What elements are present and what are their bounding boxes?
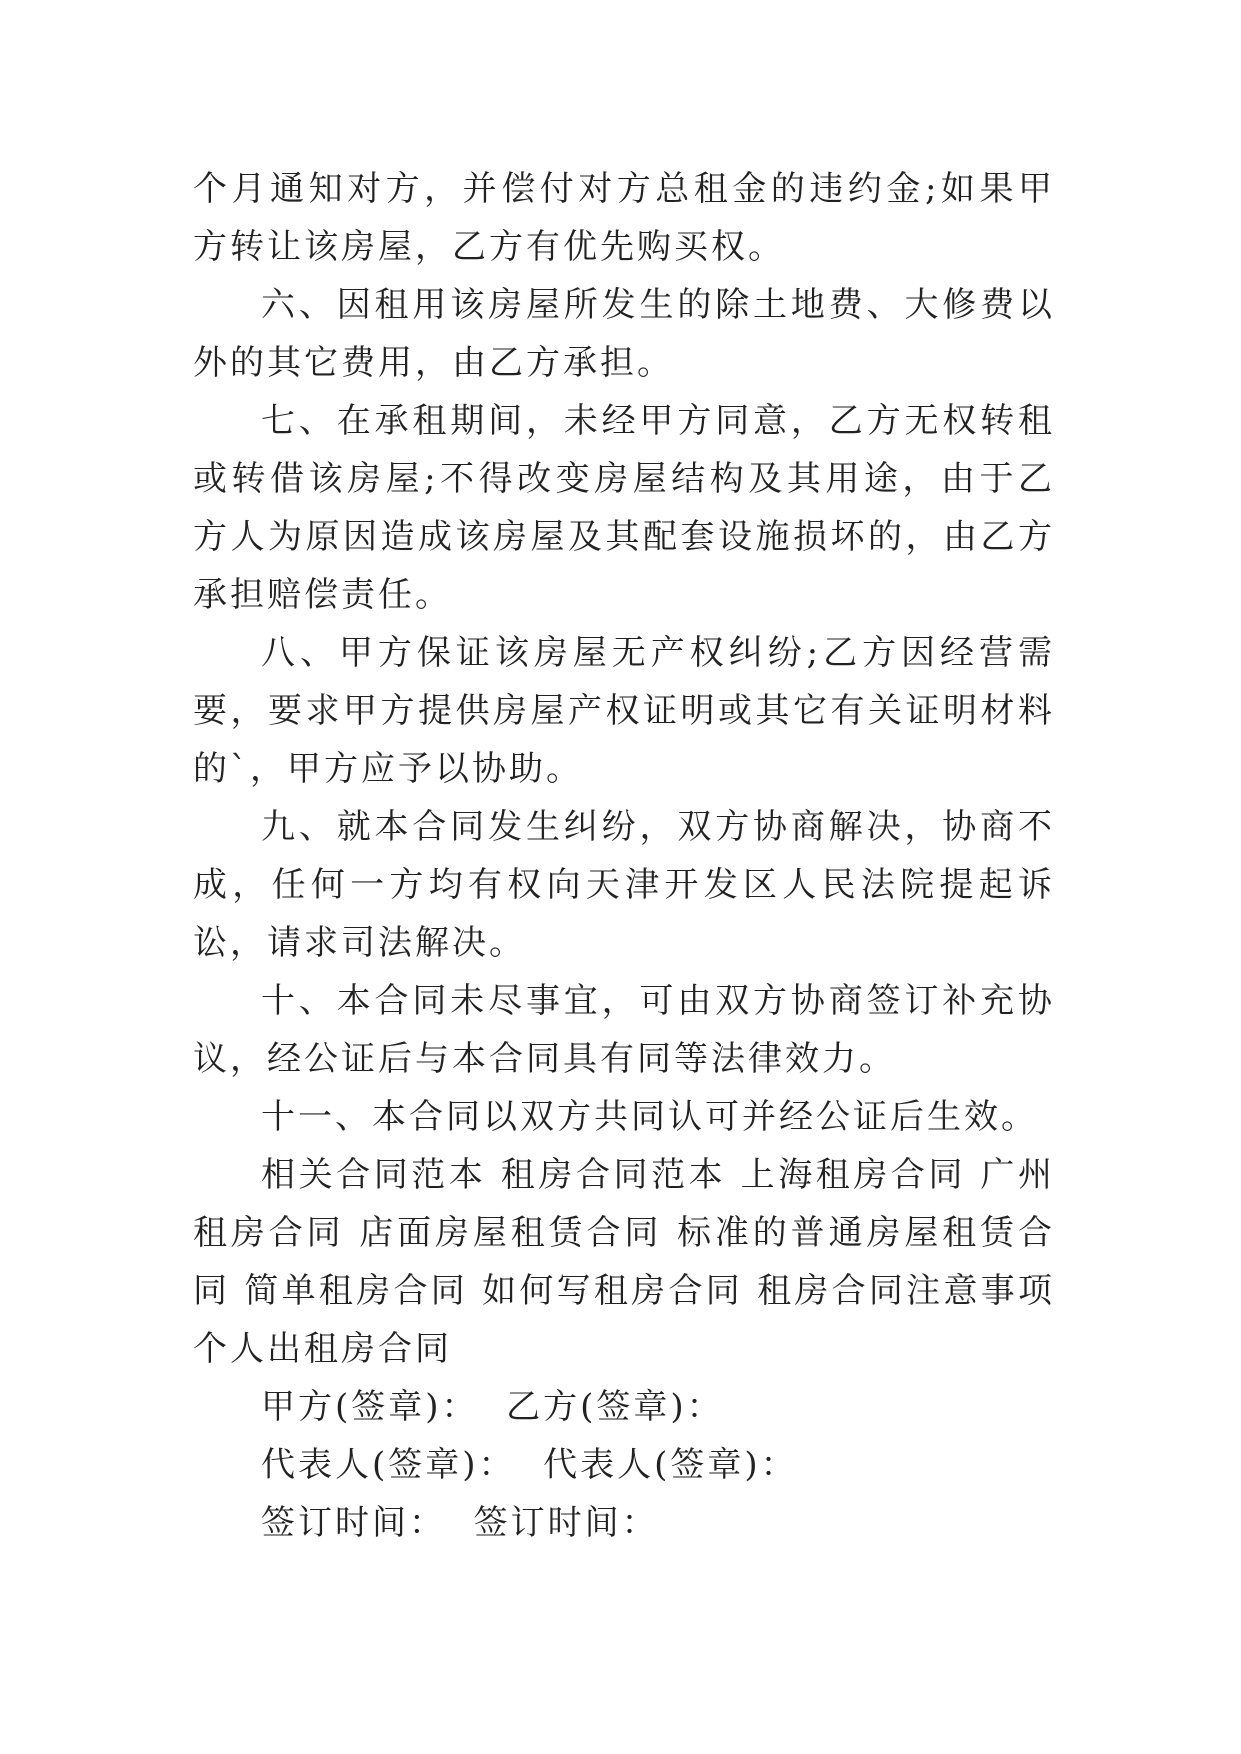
- paragraph-continuation: 个月通知对方，并偿付对方总租金的违约金;如果甲方转让该房屋，乙方有优先购买权。: [193, 169, 1055, 267]
- clause-10: 十、本合同未尽事宜，可由双方协商签订补充协议，经公证后与本合同具有同等法律效力。: [193, 981, 1055, 1079]
- document-body: [193, 160, 1055, 1552]
- signature-date-line: 签订时间： 签订时间：: [261, 1503, 659, 1543]
- clause-11: 十一、本合同以双方共同认可并经公证后生效。: [261, 1097, 1038, 1137]
- signature-representative-line: 代表人(签章)： 代表人(签章)：: [261, 1445, 798, 1485]
- clause-7: 七、在承租期间，未经甲方同意，乙方无权转租或转借该房屋;不得改变房屋结构及其用途，由于乙方人为原因造成该房屋及其配套设施损坏的，由乙方承担赔偿责任。: [193, 401, 1055, 615]
- clause-9: 九、就本合同发生纠纷，双方协商解决，协商不成，任何一方均有权向天津开发区人民法院提起诉讼，请求司法解决。: [193, 807, 1055, 963]
- related-templates: 相关合同范本 租房合同范本 上海租房合同 广州租房合同 店面房屋租赁合同 标准的普通房屋租赁合同 简单租房合同 如何写租房合同 租房合同注意事项 个人出租房合同: [193, 1155, 1055, 1369]
- clause-8: 八、甲方保证该房屋无产权纠纷;乙方因经营需要，要求甲方提供房屋产权证明或其它有关证明材料的`，甲方应予以协助。: [193, 633, 1055, 789]
- signature-party-line: 甲方(签章)： 乙方(签章)：: [261, 1387, 724, 1427]
- clause-6: 六、因租用该房屋所发生的除土地费、大修费以外的其它费用，由乙方承担。: [193, 285, 1055, 383]
